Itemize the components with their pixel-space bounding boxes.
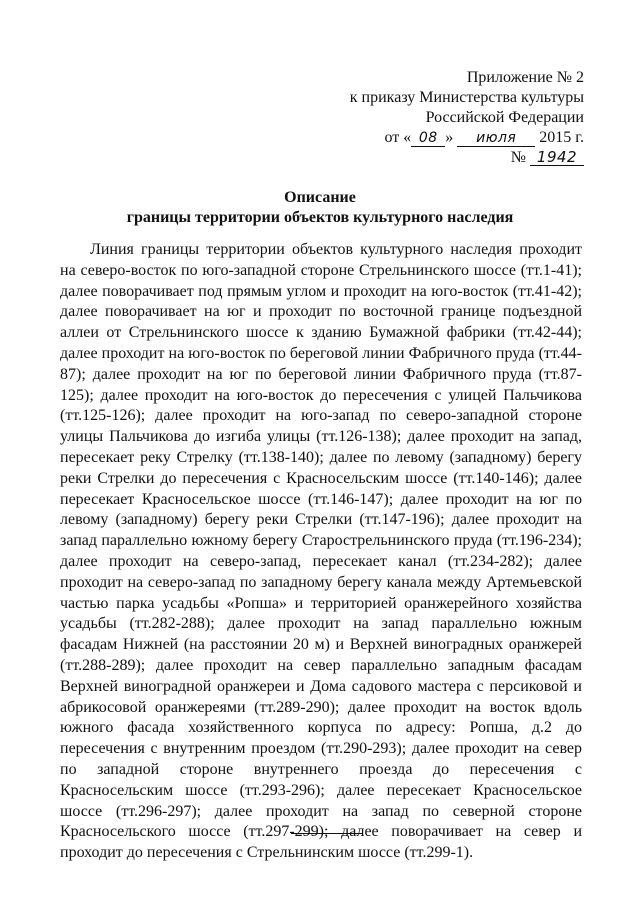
appendix-number: Приложение № 2: [466, 69, 584, 86]
number-prefix: №: [510, 149, 526, 166]
order-number-handwritten: 1942: [530, 149, 584, 166]
date-day-handwritten: 08: [411, 130, 445, 147]
date-year: 2015 г.: [539, 129, 584, 146]
title-line-2: границы территории объектов культурного наследия: [126, 209, 514, 226]
order-number: [324, 148, 584, 168]
document-title: [0, 188, 640, 228]
end-divider: [291, 833, 363, 834]
date-mid: »: [445, 129, 454, 146]
ministry-country: Российской Федерации: [425, 109, 584, 126]
title-line-1: Описание: [284, 189, 356, 206]
date-month-handwritten: июля: [457, 130, 535, 147]
date-prefix: от «: [384, 129, 412, 146]
order-reference: к приказу Министерства культуры: [349, 89, 584, 106]
appendix-header: [324, 68, 584, 168]
order-date: [324, 128, 584, 148]
boundary-description: Линия границы территории объектов культурного наследия проходит на северо-восток по юго-западной стороне Стрельнинского шоссе (тт.1-41); далее поворачивает под прямым углом и проходит на юго-восток (тт.41-42); далее поворачивает на юг и проходит по восточной границе подъездной аллеи от Стрельнинского шоссе к зданию Бумажной фабрики (тт.42-44); далее проходит на юго-восток по береговой линии Фабричного пруда (тт.44-87); далее проходит на юг по береговой линии Фабричного пруда (тт.87-125); далее проходит на юго-восток до пересечения с улицей Пальчикова (тт.125-126); далее проходит на юго-запад по северо-западной стороне улицы Пальчикова до изгиба улицы (тт.126-138); далее проходит на запад, пересекает реку Стрелку (тт.138-140); далее по левому (западному) берегу реки Стрелки до пересечения с Красносельским шоссе (тт.140-146); далее пересекает Красносельское шоссе (тт.146-147); далее проходит на юг по левому (западному) берегу реки Стрелки (тт.147-196); далее проходит на запад параллельно южному берегу Старострельнинского пруда (тт.196-234); далее проходит на северо-запад, пересекает канал (тт.234-282); далее проходит на северо-запад по западному берегу канала между Артемьевской частью парка усадьбы «Ропша» и территорией оранжерейного хозяйства усадьбы (тт.282-288); далее проходит на запад параллельно южным фасадам Нижней (на расстоянии 20 м) и Верхней виноградных оранжерей (тт.288-289); далее проходит на север параллельно западным фасадам Верхней виноградной оранжереи и Дома садового мастера с персиковой и абрикосовой оранжереями (тт.289-290); далее проходит на восток вдоль южного фасада хозяйственного корпуса по адресу: Ропша, д.2 до пересечения с внутренним проездом (тт.290-293); далее проходит на север по западной стороне внутреннего проезда до пересечения с Красносельским шоссе (тт.293-296); далее пересекает Красносельское шоссе (тт.296-297); далее проходит на запад по северной стороне Красносельского шоссе (тт.297-299); далее поворачивает на север и проходит до пересечения с Стрельнинским шоссе (тт.299-1).: [60, 241, 582, 862]
